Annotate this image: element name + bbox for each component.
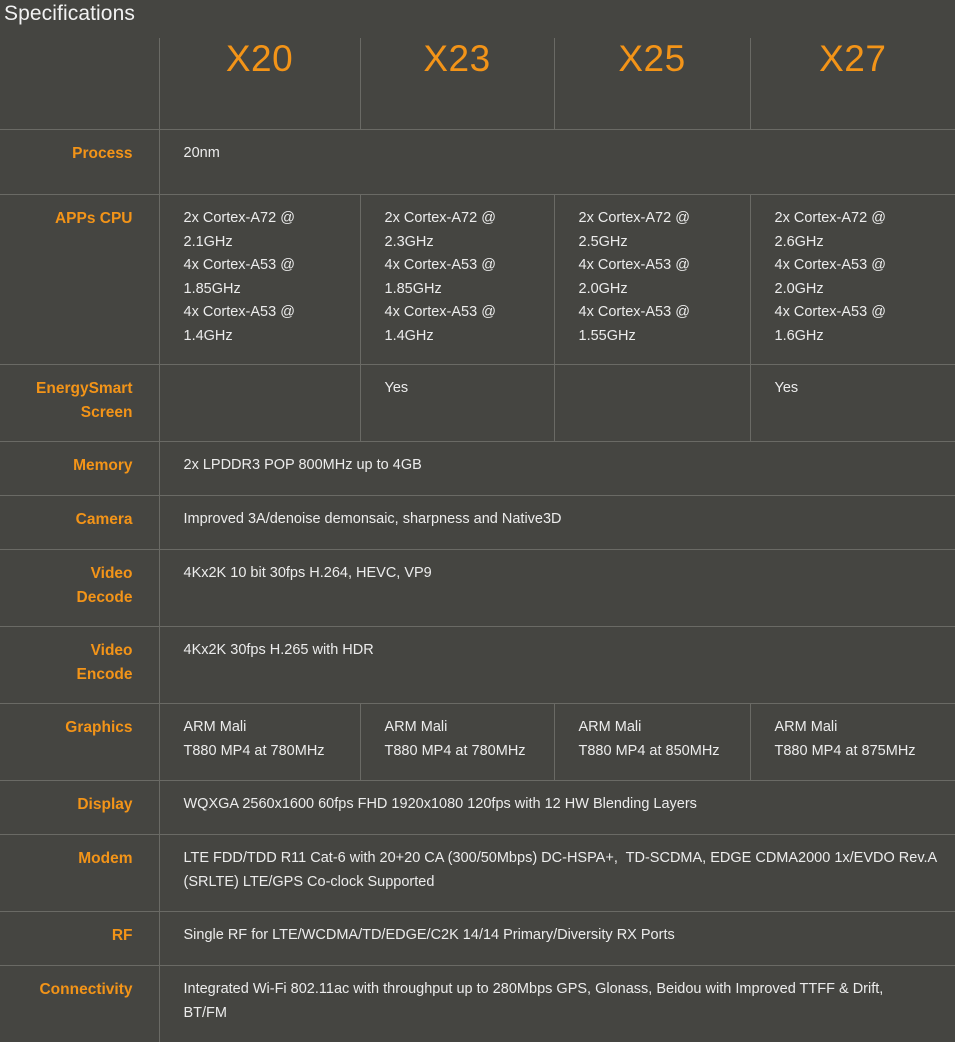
camera-value: Improved 3A/denoise demonsaic, sharpness and Native3D	[159, 496, 955, 550]
cpu-line: 1.55GHz	[579, 325, 742, 349]
gpu-line: ARM Mali	[385, 716, 546, 740]
cpu-line: 2.0GHz	[775, 278, 948, 302]
display-value: WQXGA 2560x1600 60fps FHD 1920x1080 120fps with 12 HW Blending Layers	[159, 781, 955, 835]
connectivity-value	[159, 966, 955, 1042]
cpu-line: 1.6GHz	[775, 325, 948, 349]
cpu-line: 1.4GHz	[385, 325, 546, 349]
cpu-line: 2x Cortex-A72 @	[579, 207, 742, 231]
cpu-line: 4x Cortex-A53 @	[184, 301, 352, 325]
connectivity-line: Integrated Wi-Fi 802.11ac with throughput up to 280Mbps GPS, Glonass, Beidou with Improved TTFF & Drift,	[184, 978, 948, 1002]
graphics-x27	[750, 704, 955, 781]
energysmart-x27: Yes	[750, 365, 955, 442]
label-line: Video	[8, 562, 133, 586]
cpu-line: 1.85GHz	[385, 278, 546, 302]
gpu-line: T880 MP4 at 780MHz	[385, 740, 546, 764]
gpu-line: ARM Mali	[579, 716, 742, 740]
spec-row-apps-cpu	[0, 195, 955, 365]
row-label-graphics: Graphics	[0, 704, 159, 781]
row-label-process: Process	[0, 130, 159, 195]
modem-value	[159, 835, 955, 912]
apps-cpu-x23	[360, 195, 554, 365]
label-line: Video	[8, 639, 133, 663]
header-corner-cell	[0, 38, 159, 130]
row-label-apps-cpu: APPs CPU	[0, 195, 159, 365]
spec-row-energysmart-screen	[0, 365, 955, 442]
process-value: 20nm	[159, 130, 955, 195]
label-line: Decode	[8, 586, 133, 610]
row-label-video-decode	[0, 550, 159, 627]
spec-row-modem	[0, 835, 955, 912]
cpu-line: 2.6GHz	[775, 231, 948, 255]
graphics-x23	[360, 704, 554, 781]
spec-row-video-encode	[0, 627, 955, 704]
modem-line: LTE FDD/TDD R11 Cat-6 with 20+20 CA (300/50Mbps) DC-HSPA+, TD-SCDMA, EDGE CDMA2000 1x/EVDO Rev.A	[184, 847, 948, 871]
cpu-line: 2.1GHz	[184, 231, 352, 255]
cpu-line: 4x Cortex-A53 @	[385, 301, 546, 325]
spec-row-process	[0, 130, 955, 195]
cpu-line: 1.4GHz	[184, 325, 352, 349]
spec-row-connectivity	[0, 966, 955, 1042]
cpu-line: 2.5GHz	[579, 231, 742, 255]
cpu-line: 2x Cortex-A72 @	[775, 207, 948, 231]
spec-row-memory	[0, 442, 955, 496]
page-title: Specifications	[4, 2, 135, 26]
cpu-line: 4x Cortex-A53 @	[579, 301, 742, 325]
row-label-connectivity: Connectivity	[0, 966, 159, 1042]
cpu-line: 2.0GHz	[579, 278, 742, 302]
gpu-line: T880 MP4 at 780MHz	[184, 740, 352, 764]
video-decode-value: 4Kx2K 10 bit 30fps H.264, HEVC, VP9	[159, 550, 955, 627]
memory-value: 2x LPDDR3 POP 800MHz up to 4GB	[159, 442, 955, 496]
row-label-memory: Memory	[0, 442, 159, 496]
model-header-x27: X27	[750, 38, 955, 130]
row-label-rf: RF	[0, 912, 159, 966]
video-encode-value: 4Kx2K 30fps H.265 with HDR	[159, 627, 955, 704]
model-header-x23: X23	[360, 38, 554, 130]
graphics-x20	[159, 704, 360, 781]
row-label-energysmart-screen	[0, 365, 159, 442]
row-label-camera: Camera	[0, 496, 159, 550]
spec-row-camera	[0, 496, 955, 550]
cpu-line: 1.85GHz	[184, 278, 352, 302]
cpu-line: 4x Cortex-A53 @	[184, 254, 352, 278]
energysmart-x23: Yes	[360, 365, 554, 442]
cpu-line: 4x Cortex-A53 @	[385, 254, 546, 278]
rf-value: Single RF for LTE/WCDMA/TD/EDGE/C2K 14/14 Primary/Diversity RX Ports	[159, 912, 955, 966]
cpu-line: 2x Cortex-A72 @	[385, 207, 546, 231]
row-label-display: Display	[0, 781, 159, 835]
row-label-modem: Modem	[0, 835, 159, 912]
cpu-line: 4x Cortex-A53 @	[775, 254, 948, 278]
energysmart-x20	[159, 365, 360, 442]
energysmart-x25	[554, 365, 750, 442]
cpu-line: 2x Cortex-A72 @	[184, 207, 352, 231]
label-line: Screen	[8, 401, 133, 425]
spec-row-graphics	[0, 704, 955, 781]
gpu-line: ARM Mali	[184, 716, 352, 740]
spec-row-video-decode	[0, 550, 955, 627]
graphics-x25	[554, 704, 750, 781]
label-line: Encode	[8, 663, 133, 687]
row-label-video-encode	[0, 627, 159, 704]
apps-cpu-x27	[750, 195, 955, 365]
spec-row-rf	[0, 912, 955, 966]
gpu-line: T880 MP4 at 875MHz	[775, 740, 948, 764]
cpu-line: 4x Cortex-A53 @	[775, 301, 948, 325]
connectivity-line: BT/FM	[184, 1002, 948, 1026]
model-header-x25: X25	[554, 38, 750, 130]
cpu-line: 2.3GHz	[385, 231, 546, 255]
label-line: EnergySmart	[8, 377, 133, 401]
model-header-row	[0, 38, 955, 130]
specifications-table	[0, 38, 955, 1042]
gpu-line: ARM Mali	[775, 716, 948, 740]
spec-row-display	[0, 781, 955, 835]
apps-cpu-x20	[159, 195, 360, 365]
apps-cpu-x25	[554, 195, 750, 365]
modem-line: (SRLTE) LTE/GPS Co-clock Supported	[184, 871, 948, 895]
gpu-line: T880 MP4 at 850MHz	[579, 740, 742, 764]
cpu-line: 4x Cortex-A53 @	[579, 254, 742, 278]
model-header-x20: X20	[159, 38, 360, 130]
